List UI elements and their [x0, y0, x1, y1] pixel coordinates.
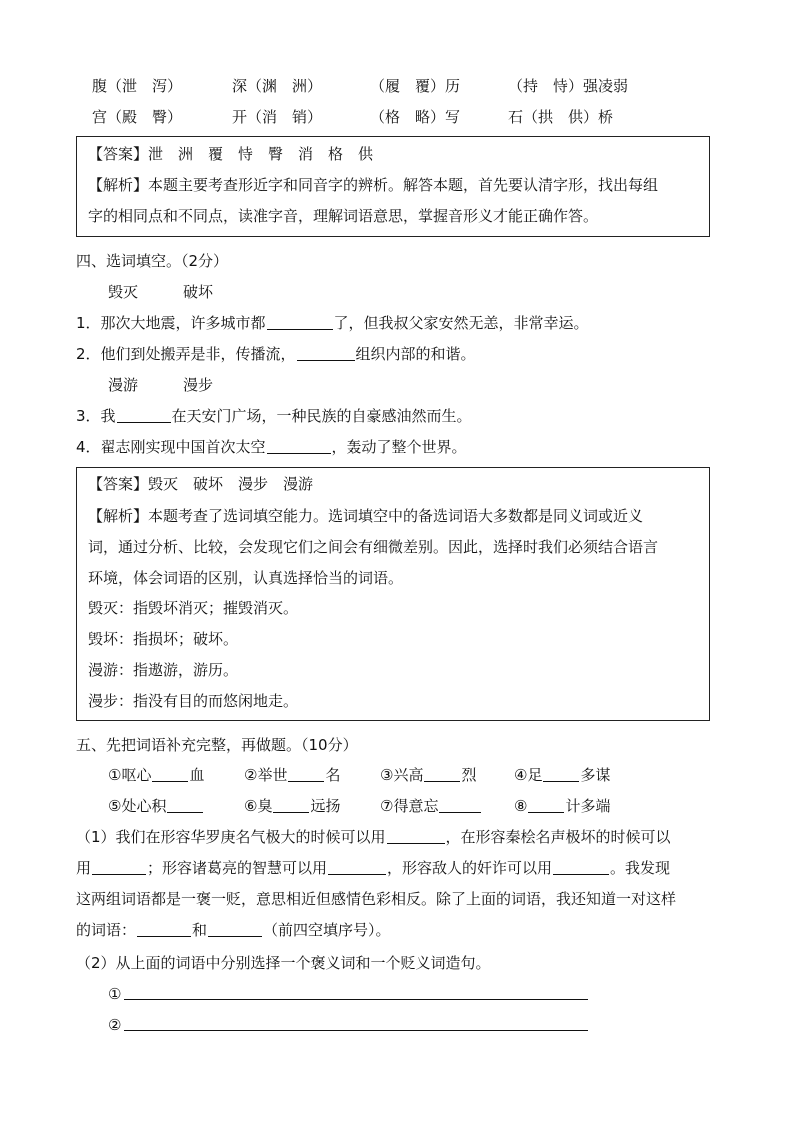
blank[interactable] [267, 439, 331, 454]
word-pair-6: 开（消 销） [232, 108, 323, 126]
word-pair-2: 深（渊 洲） [232, 77, 323, 95]
blank[interactable] [152, 767, 188, 782]
word-pair-7: （格 略）写 [370, 108, 461, 126]
paragraph-1-line-1: （1）我们在形容华罗庚名气极大的时候可以用 ，在形容秦桧名声极坏的时候可以 [76, 828, 671, 846]
blank[interactable] [92, 860, 146, 875]
sentence-line-1[interactable] [124, 999, 588, 1000]
definition-3: 漫游：指遨游，游历。 [88, 661, 239, 679]
analysis-2-line-1: 【解析】本题考查了选词填空能力。选词填空中的备选词语大多数都是同义词或近义 [88, 507, 644, 525]
blank[interactable] [528, 798, 564, 813]
idiom-1: ①呕心 血 [108, 766, 205, 784]
blank[interactable] [273, 798, 309, 813]
idiom-4: ④足 多谋 [514, 766, 611, 784]
idiom-5: ⑤处心积 [108, 796, 204, 816]
blank[interactable] [167, 798, 203, 813]
word-pair-8: 石（拱 供）桥 [508, 108, 614, 126]
answer-2: 【答案】毁灭 破坏 漫步 漫游 [88, 475, 314, 493]
blank[interactable] [267, 315, 333, 330]
paragraph-1-line-4: 的词语： 和 （前四空填序号）。 [76, 921, 391, 939]
word-pair-5: 宫（殿 臀） [92, 108, 183, 126]
idiom-7: ⑦得意忘 [380, 796, 482, 816]
idiom-8: ⑧ 计多端 [514, 797, 611, 815]
idiom-3: ③兴高 烈 [380, 766, 477, 784]
blank[interactable] [288, 767, 324, 782]
question-3: 3．我 在天安门广场，一种民族的自豪感油然而生。 [76, 407, 472, 425]
question-2: 2．他们到处搬弄是非，传播流， 组织内部的和谐。 [76, 345, 476, 363]
blank[interactable] [328, 860, 386, 875]
analysis-2-line-3: 环境，体会词语的区别，认真选择恰当的词语。 [88, 569, 404, 587]
question-1: 1．那次大地震，许多城市都 了，但我叔父家安然无恙，非常幸运。 [76, 314, 589, 332]
section-5-title: 五、先把词语补充完整，再做题。（10分） [76, 736, 358, 754]
blank[interactable] [137, 922, 191, 937]
blank[interactable] [387, 829, 445, 844]
analysis-2-line-2: 词，通过分析、比较，会发现它们之间会有细微差别。因此，选择时我们必须结合语言 [88, 538, 659, 556]
blank[interactable] [297, 346, 355, 361]
question-4: 4．翟志刚实现中国首次太空 ，轰动了整个世界。 [76, 438, 467, 456]
blank[interactable] [439, 798, 481, 813]
blank[interactable] [553, 860, 609, 875]
word-choices-1: 毁灭 破坏 [108, 283, 214, 301]
analysis-1-line-2: 字的相同点和不同点，读准字音，理解词语意思，掌握音形义才能正确作答。 [88, 207, 599, 225]
paragraph-2: （2）从上面的词语中分别选择一个褒义词和一个贬义词造句。 [76, 954, 491, 972]
idiom-6: ⑥臭 远扬 [244, 797, 341, 815]
sentence-marker-2: ② [108, 1016, 122, 1034]
word-choices-2: 漫游 漫步 [108, 376, 214, 394]
sentence-line-2[interactable] [124, 1030, 588, 1031]
paragraph-1-line-3: 这两组词语都是一褒一贬，意思相近但感情色彩相反。除了上面的词语，我还知道一对这样 [76, 890, 677, 908]
definition-4: 漫步：指没有目的而悠闲地走。 [88, 692, 299, 710]
definition-2: 毁坏：指损坏；破坏。 [88, 630, 239, 648]
word-pair-3: （履 覆）历 [370, 77, 461, 95]
sentence-marker-1: ① [108, 985, 122, 1003]
idiom-2: ②举世 名 [244, 766, 341, 784]
word-pair-4: （持 恃）强凌弱 [508, 77, 629, 95]
blank[interactable] [543, 767, 579, 782]
word-pair-1: 腹（泄 泻） [92, 77, 183, 95]
answer-1: 【答案】泄 洲 覆 恃 臀 消 格 供 [88, 145, 374, 163]
blank[interactable] [424, 767, 460, 782]
blank[interactable] [117, 408, 171, 423]
definition-1: 毁灭：指毁坏消灭；摧毁消灭。 [88, 599, 299, 617]
blank[interactable] [208, 922, 262, 937]
analysis-1-line-1: 【解析】本题主要考查形近字和同音字的辨析。解答本题，首先要认清字形，找出每组 [88, 176, 659, 194]
section-4-title: 四、选词填空。（2分） [76, 252, 229, 270]
paragraph-1-line-2: 用 ；形容诸葛亮的智慧可以用 ，形容敌人的奸诈可以用 。我发现 [76, 859, 671, 877]
